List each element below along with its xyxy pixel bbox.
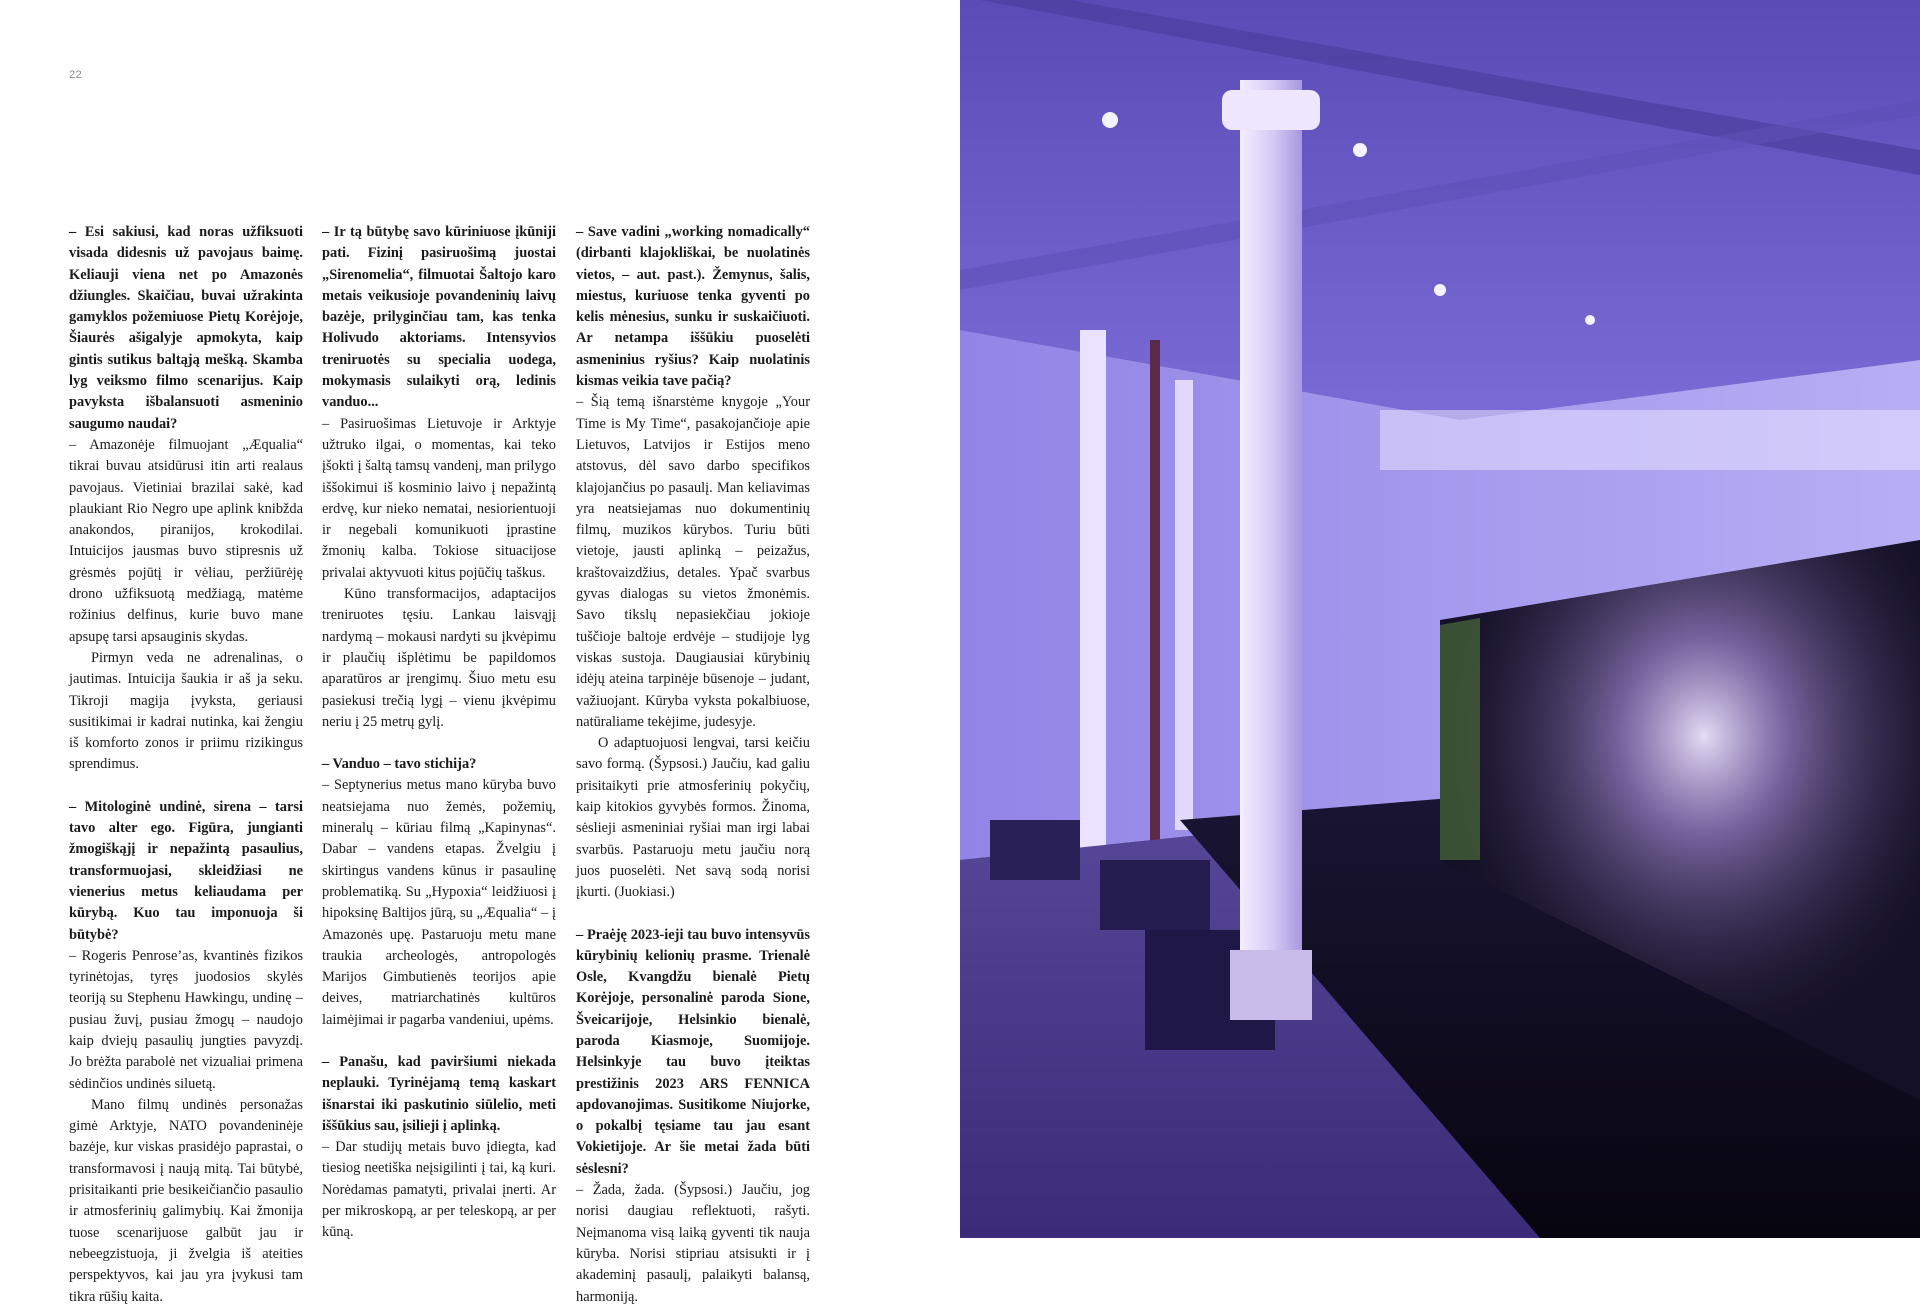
interview-question: – Save vadini „working nomadically“ (dirbanti klajokliškai, be nuolatinės vietos, – aut. past.). Žemynus, šalis, miestus, kuriuose tenka gyventi po kelis mėnesius, sunku ir suskaičiuoti. Ar netampa iššūkiu puoselėti asmeninius ryšius? Kaip nuolatinis kismas veikia tave pačią? xyxy=(576,224,810,390)
answer-paragraph: Kūno transformacijos, adaptacijos treniruotes tęsiu. Lankau laisvąjį nardymą – mokausi nardyti su įkvėpimu ir plaučių išplėtimu be papildomos aparatūros ar įrengimų. Šiuo metu esu pasiekusi trečią lygį – vienu įkvėpimu neriu į 25 metrų gylį. xyxy=(322,586,556,730)
answer-paragraph: O adaptuojuosi lengvai, tarsi keičiu savo formą. (Šypsosi.) Jaučiu, kad galiu prisitaikyti prie atmosferinių pokyčių, kaip kitokios gyvybės formos. Žinoma, sėslieji asmeniniai ryšiai man irgi labai svarbūs. Pastaruoju metu jaučiu norą juos puoselėti. Net savą sodą norisi įkurti. (Juokiasi.) xyxy=(576,735,810,901)
interview-answer: – Šią temą išnarstėme knygoje „Your Time is My Time“, pasakojančioje apie Lietuvos, Latvijos ir Estijos meno atstovus, dėl savo darbo specifikos klajojančius po pasaulį. Man keliavimas yra neatsiejamas nuo dokumentinių filmų, muzikos kūrybos. Turiu būti vietoje, jausti aplinką – peizažus, kraštovaizdžius, detales. Ypač svarbus gyvas dialogas su vietos žmonėmis. Savo tikslų nepasiekčiau jokioje tuščioje baltoje erdvėje – studijoje lyg viskas sustoja. Daugiausiai kūrybinių idėjų ateina tarpinėje būsenoje – judant, važiuojant. Kūryba vyksta pokalbiuose, natūraliame tekėjime, judesyje. xyxy=(576,394,810,730)
left-page xyxy=(0,0,960,1305)
interview-question: – Ir tą būtybę savo kūriniuose įkūniji pati. Fizinį pasiruošimą juostai „Sirenomelia“, filmuotai Šaltojo karo metais veikusioje povandeninių laivų bazėje, prilyginčiau tam, kas tenka Holivudo aktoriams. Intensyvios treniruotės su specialia uodega, mokymasis sulaikyti orą, ledinis vanduo... xyxy=(322,224,556,411)
gallery-installation-photo xyxy=(960,0,1920,1238)
interview-answer: – Septynerius metus mano kūryba buvo neatsiejama nuo žemės, požemių, mineralų – kūriau filmą „Kapinynas“. Dabar – vandens etapas. Žvelgiu į skirtingus vandens kūnus ir pasaulinę problematiką. Su „Hypoxia“ leidžiuosi į hipoksinę Baltijos jūrą, su „Æqualia“ – į Amazonės upę. Pastaruoju metu mane traukia archeologės, antropologės Marijos Gimbutienės teorijos apie deives, matriarchatinės kultūros laimėjimai ir pagarba vandeniui, upėms. xyxy=(322,777,556,1028)
interview-question: – Praėję 2023-ieji tau buvo intensyvūs kūrybinių kelionių prasme. Trienalė Osle, Kvangdžu bienalė Pietų Korėjoje, personalinė paroda Sione, Šveicarijoje, Helsinkio bienalė, paroda Kiasmoje, Suomijoje. Helsinkyje tau buvo įteiktas prestižinis 2023 ARS FENNICA apdovanojimas. Susitikome Niujorke, o pokalbį tęsiame tau jau esant Vokietijoje. Ar šie metai žada būti sėslesni? xyxy=(576,926,810,1177)
interview-answer: – Amazonėje filmuojant „Æqualia“ tikrai buvau atsidūrusi itin arti realaus pavojaus. Vietiniai brazilai sakė, kad plaukiant Rio Negro upe aplink knibžda anakondos, piranijos, krokodilai. Intuicijos jausmas buvo stipresnis už grėsmės pojūtį ir vėliau, peržiūrėję drono užfiksuotą medžiagą, matėme rožinius delfinus, kurie buvo mane apsupę tarsi apsauginis skydas. xyxy=(69,436,303,645)
installation-illustration xyxy=(960,0,1920,1238)
interview-question: – Esi sakiusi, kad noras užfiksuoti visada didesnis už pavojaus baimę. Keliauji viena net po Amazonės džiungles. Skaičiau, buvai užrakinta gamyklos požemiuose Pietų Korėjoje, Šiaurės ašigalyje apmokyta, kaip gintis sutikus baltąją mešką. Skamba lyg veiksmo filmo scenarijus. Kaip pavyksta išbalansuoti asmeninio saugumo naudai? xyxy=(69,224,303,432)
interview-answer: – Žada, žada. (Šypsosi.) Jaučiu, jog norisi daugiau reflektuoti, rašyti. Neįmanoma visą laiką gyventi tik nauja kūryba. Norisi stipriau atsisukti ir į akademinį pasaulį, palaikyti balansą, harmoniją. xyxy=(576,1182,810,1305)
page-number: 22 xyxy=(69,69,83,81)
interview-answer: – Dar studijų metais buvo įdiegta, kad tiesiog neetiška neįsigilinti į tai, ką kuri. Norėdamas pamatyti, privalai įnerti. Ar per mikroskopą, ar per teleskopą, ar per kūną. xyxy=(322,1139,556,1241)
article-column-1 xyxy=(69,222,303,1308)
interview-answer: – Rogeris Penrose’as, kvantinės fizikos tyrinėtojas, tyręs juodosios skylės teoriją su Stephenu Hawkingu, undinę – pusiau žuvį, pusiau žmogų – naudojo kaip dviejų pasaulių jungties pavyzdį. Jo brėžta parabolė net vizualiai primena sėdinčios undinės siluetą. xyxy=(69,947,303,1092)
answer-paragraph: Mano filmų undinės personažas gimė Arktyje, NATO povandeninėje bazėje, kur viskas prasidėjo paprastai, o transformavosi į naują mitą. Tai būtybė, prisitaikanti prie besikeičiančio pasaulio ir atmosferinių galimybių. Kai žmonija tuose scenarijuose galbūt jau ir nebeegzistuoja, ji žvelgia iš ateities perspektyvos, kai jau yra įvykusi tam tikra rūšių kaita. xyxy=(69,1096,303,1305)
interview-question: – Vanduo – tavo stichija? xyxy=(322,756,477,773)
interview-question: – Mitologinė undinė, sirena – tarsi tavo alter ego. Figūra, jungianti žmogiškąjį ir nepažintą pasaulius, transformuojasi, skleidžiasi ne vienerius metus keliaudama per kūrybą. Kuo tau imponuoja ši būtybė? xyxy=(69,798,303,943)
interview-answer: – Pasiruošimas Lietuvoje ir Arktyje užtruko ilgai, o momentas, kai teko įšokti į šaltą tamsų vandenį, man prilygo iššokimui iš kosminio laivo į nepažintą erdvę, kur nieko nematai, nesiorientuoji ir negebali komunikuoti įprastine žmonių kalba. Tokiose situacijose privalai aktyvuoti kitus pojūčių taškus. xyxy=(322,415,556,581)
article-column-3 xyxy=(576,222,810,1308)
answer-paragraph: Pirmyn veda ne adrenalinas, o jautimas. Intuicija šaukia ir aš ja seku. Tikroji magija įvyksta, geriausi susitikimai ir kadrai nutinka, kai žengiu iš komforto zonos ir priimu rizikingus sprendimus. xyxy=(69,649,303,773)
article-column-2 xyxy=(322,222,556,1244)
interview-question: – Panašu, kad paviršiumi niekada neplauki. Tyrinėjamą temą kaskart išnarstai iki paskutinio siūlelio, meti iššūkius sau, įsilieji į aplinką. xyxy=(322,1053,556,1134)
